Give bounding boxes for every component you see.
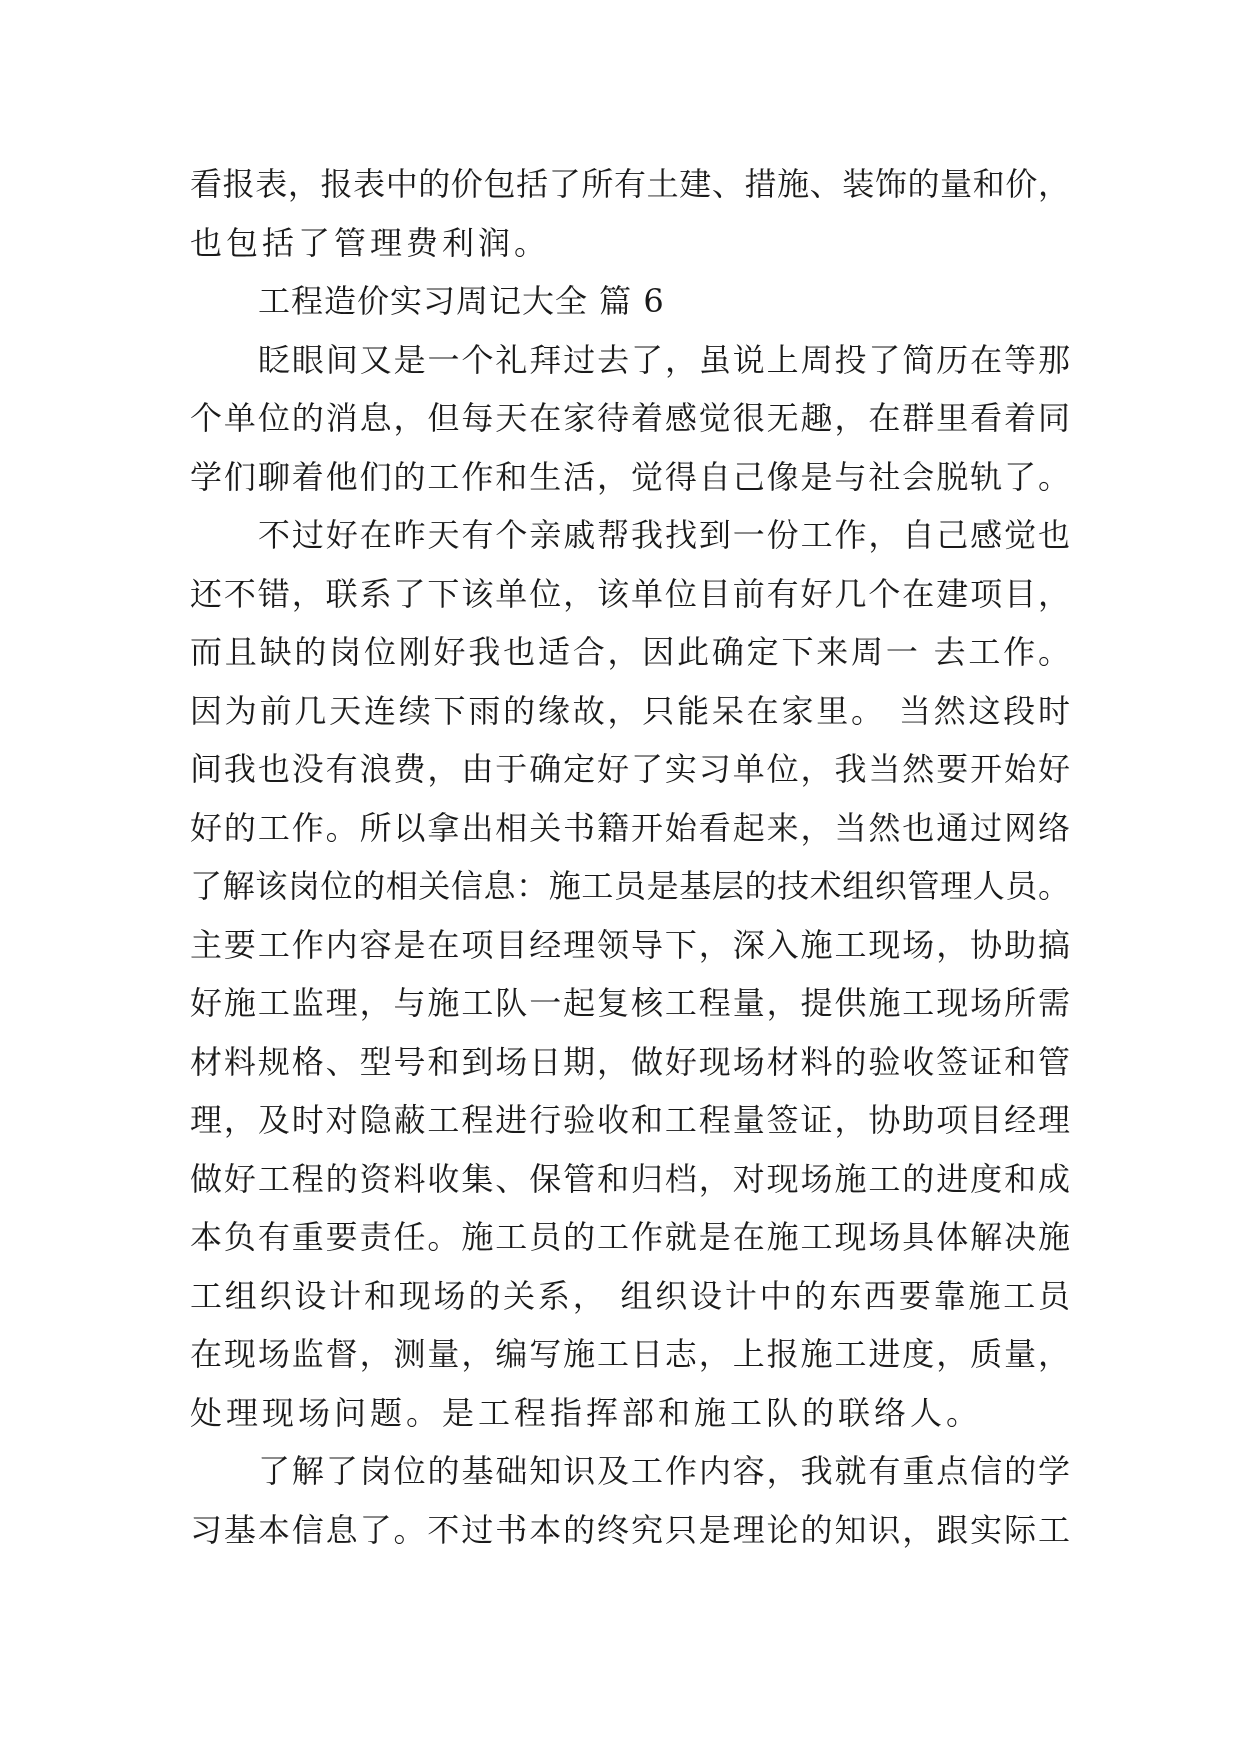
text-line: 处理现场问题。是工程指挥部和施工队的联络人。 bbox=[190, 1393, 983, 1432]
section-heading: 工程造价实习周记大全 篇 6 bbox=[258, 282, 665, 320]
text-line: 间我也没有浪费，由于确定好了实习单位，我当然要开始好 bbox=[190, 750, 1070, 788]
text-line: 材料规格、型号和到场日期，做好现场材料的验收签证和管 bbox=[190, 1042, 1070, 1081]
text-line: 个单位的消息，但每天在家待着感觉很无趣，在群里看着同 bbox=[190, 399, 1070, 437]
text-line: 看报表，报表中的价包括了所有土建、措施、装饰的量和价， bbox=[190, 165, 1070, 203]
text-line: 主要工作内容是在项目经理领导下，深入施工现场，协助搞 bbox=[190, 925, 1070, 964]
text-line: 还不错，联系了下该单位，该单位目前有好几个在建项目， bbox=[190, 574, 1070, 613]
text-line: 本负有重要责任。施工员的工作就是在施工现场具体解决施 bbox=[190, 1218, 1070, 1256]
text-line: 因为前几天连续下雨的缘故，只能呆在家里。 当然这段时 bbox=[190, 691, 1070, 730]
text-line: 理，及时对隐蔽工程进行验收和工程量签证，协助项目经理 bbox=[190, 1101, 1070, 1139]
text-line: 工组织设计和现场的关系， 组织设计中的东西要靠施工员 bbox=[190, 1276, 1070, 1315]
text-line: 好的工作。所以拿出相关书籍开始看起来，当然也通过网络 bbox=[190, 808, 1070, 847]
text-line: 习基本信息了。不过书本的终究只是理论的知识，跟实际工 bbox=[190, 1510, 1070, 1549]
text-line: 了解该岗位的相关信息：施工员是基层的技术组织管理人员。 bbox=[190, 867, 1070, 905]
text-line: 也包括了管理费利润。 bbox=[190, 223, 551, 262]
text-line: 学们聊着他们的工作和生活，觉得自己像是与社会脱轨了。 bbox=[190, 457, 1070, 496]
text-line: 了解了岗位的基础知识及工作内容，我就有重点信的学 bbox=[258, 1452, 1070, 1490]
text-line: 眨眼间又是一个礼拜过去了，虽说上周投了简历在等那 bbox=[258, 340, 1070, 379]
text-line: 在现场监督，测量，编写施工日志，上报施工进度，质量， bbox=[190, 1335, 1070, 1373]
document-body bbox=[190, 160, 1070, 1564]
text-line: 不过好在昨天有个亲戚帮我找到一份工作，自己感觉也 bbox=[258, 516, 1070, 554]
text-line: 好施工监理，与施工队一起复核工程量，提供施工现场所需 bbox=[190, 984, 1070, 1022]
text-line: 而且缺的岗位刚好我也适合，因此确定下来周一 去工作。 bbox=[190, 633, 1070, 671]
text-line: 做好工程的资料收集、保管和归档，对现场施工的进度和成 bbox=[190, 1159, 1070, 1198]
